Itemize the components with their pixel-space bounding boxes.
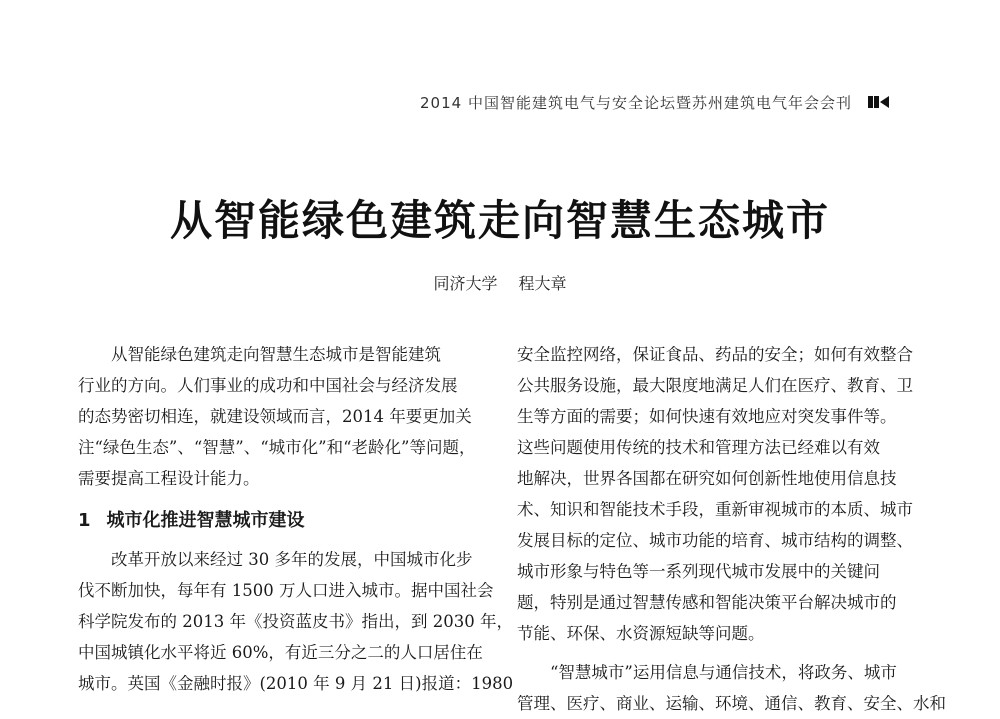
text-line: “智慧城市”运用信息与通信技术，将政务、城市 xyxy=(517,663,897,682)
text-line: 伐不断加快，每年有 1500 万人口进入城市。据中国社会 xyxy=(78,581,494,600)
text-line: 节能、环保、水资源短缺等问题。 xyxy=(517,624,765,643)
section-number: 1 xyxy=(78,510,91,531)
running-header-text: 2014 中国智能建筑电气与安全论坛暨苏州建筑电气年会会刊 xyxy=(420,94,852,112)
text-line: 城市。英国《金融时报》(2010 年 9 月 21 日)报道：1980 xyxy=(78,674,514,693)
article-title: 从智能绿色建筑走向智慧生态城市 xyxy=(169,196,830,245)
paragraph-gap xyxy=(517,649,927,657)
text-line: 这些问题使用传统的技术和管理方法已经难以有效 xyxy=(517,438,880,457)
text-line: 术、知识和智能技术手段，重新审视城市的本质、城市 xyxy=(517,500,913,519)
text-line: 从智能绿色建筑走向智慧生态城市是智能建筑 xyxy=(78,345,441,364)
text-line: 中国城镇化水平将近 60%，有近三分之二的人口居住在 xyxy=(78,643,483,662)
running-header xyxy=(420,92,950,113)
text-line: 城市形象与特色等一系列现代城市发展中的关键问 xyxy=(517,562,880,581)
text-line: 题，特别是通过智慧传感和智能决策平台解决城市的 xyxy=(517,593,897,612)
text-line: 的态势密切相连，就建设领域而言，2014 年要更加关 xyxy=(78,407,472,426)
text-line: 公共服务设施，最大限度地满足人们在医疗、教育、卫 xyxy=(517,376,913,395)
text-line: 地解决，世界各国都在研究如何创新性地使用信息技 xyxy=(517,469,897,488)
text-line: 管理、医疗、商业、运输、环境、通信、教育、安全、水和 xyxy=(517,694,946,713)
left-column xyxy=(78,339,514,699)
text-line: 注“绿色生态”、“智慧”、“城市化”和“老龄化”等问题， xyxy=(78,438,476,457)
text-line: 安全监控网络，保证食品、药品的安全；如何有效整合 xyxy=(517,345,913,364)
section-heading xyxy=(78,506,483,536)
right-column xyxy=(517,339,946,719)
section-title: 城市化推进智慧城市建设 xyxy=(106,510,305,531)
text-line: 发展目标的定位、城市功能的培育、城市结构的调整、 xyxy=(517,531,913,550)
text-line: 改革开放以来经过 30 多年的发展，中国城市化步 xyxy=(78,550,473,569)
text-line: 行业的方向。人们事业的成功和中国社会与经济发展 xyxy=(78,376,458,395)
author-line xyxy=(0,271,1000,294)
text-line: 生等方面的需要；如何快速有效地应对突发事件等。 xyxy=(517,407,897,426)
page-marker-icon xyxy=(868,95,890,109)
text-line: 需要提高工程设计能力。 xyxy=(78,469,260,488)
author-name: 程大章 xyxy=(518,274,567,293)
author-affiliation: 同济大学 xyxy=(433,274,498,293)
text-line: 科学院发布的 2013 年《投资蓝皮书》指出，到 2030 年， xyxy=(78,612,513,631)
